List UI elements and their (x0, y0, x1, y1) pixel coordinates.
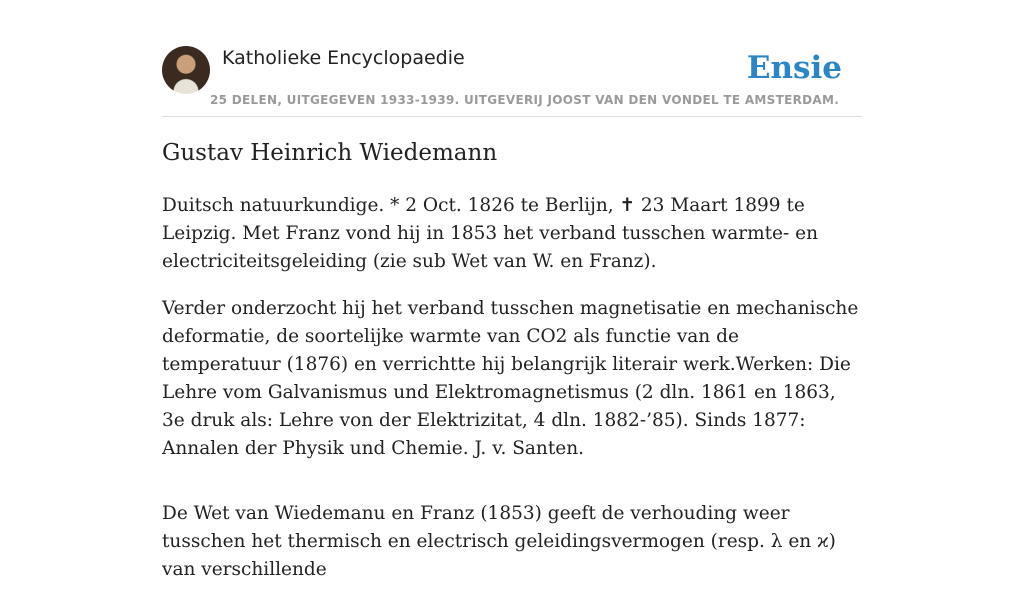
ensie-logo[interactable]: Ensie (746, 50, 842, 86)
article-paragraph: De Wet van Wiedemanu en Franz (1853) geeft de verhouding weer tusschen het thermisch en electrisch geleidingsvermogen (resp. λ en ϰ) van verschillende (162, 503, 836, 580)
source-avatar[interactable] (162, 46, 210, 94)
source-subtitle: 25 DELEN, UITGEGEVEN 1933-1939. UITGEVERIJ JOOST VAN DEN VONDEL TE AMSTERDAM. (210, 93, 840, 107)
article-paragraph: Duitsch natuurkundige. * 2 Oct. 1826 te Berlijn, ✝ 23 Maart 1899 te Leipzig. Met Franz vond hij in 1853 het verband tusschen warmte- en electriciteitsgeleiding (zie sub Wet van W. en Franz). (162, 195, 818, 272)
article-body (162, 192, 862, 603)
source-title[interactable]: Katholieke Encyclopaedie (222, 47, 465, 69)
article-title: Gustav Heinrich Wiedemann (162, 140, 498, 166)
source-header (162, 46, 862, 117)
article-paragraph: Verder onderzocht hij het verband tusschen magnetisatie en mechanische deformatie, de soortelijke warmte van CO2 als functie van de temperatuur (1876) en verrichtte hij belangrijk literair werk.Werken: Die Lehre vom Galvanismus und Elektromagnetismus (2 dln. 1861 en 1863, 3e druk als: Lehre von der Elektrizitat, 4 dln. 1882-’85). Sinds 1877: Annalen der Physik und Chemie. J. v. Santen. (162, 298, 859, 459)
